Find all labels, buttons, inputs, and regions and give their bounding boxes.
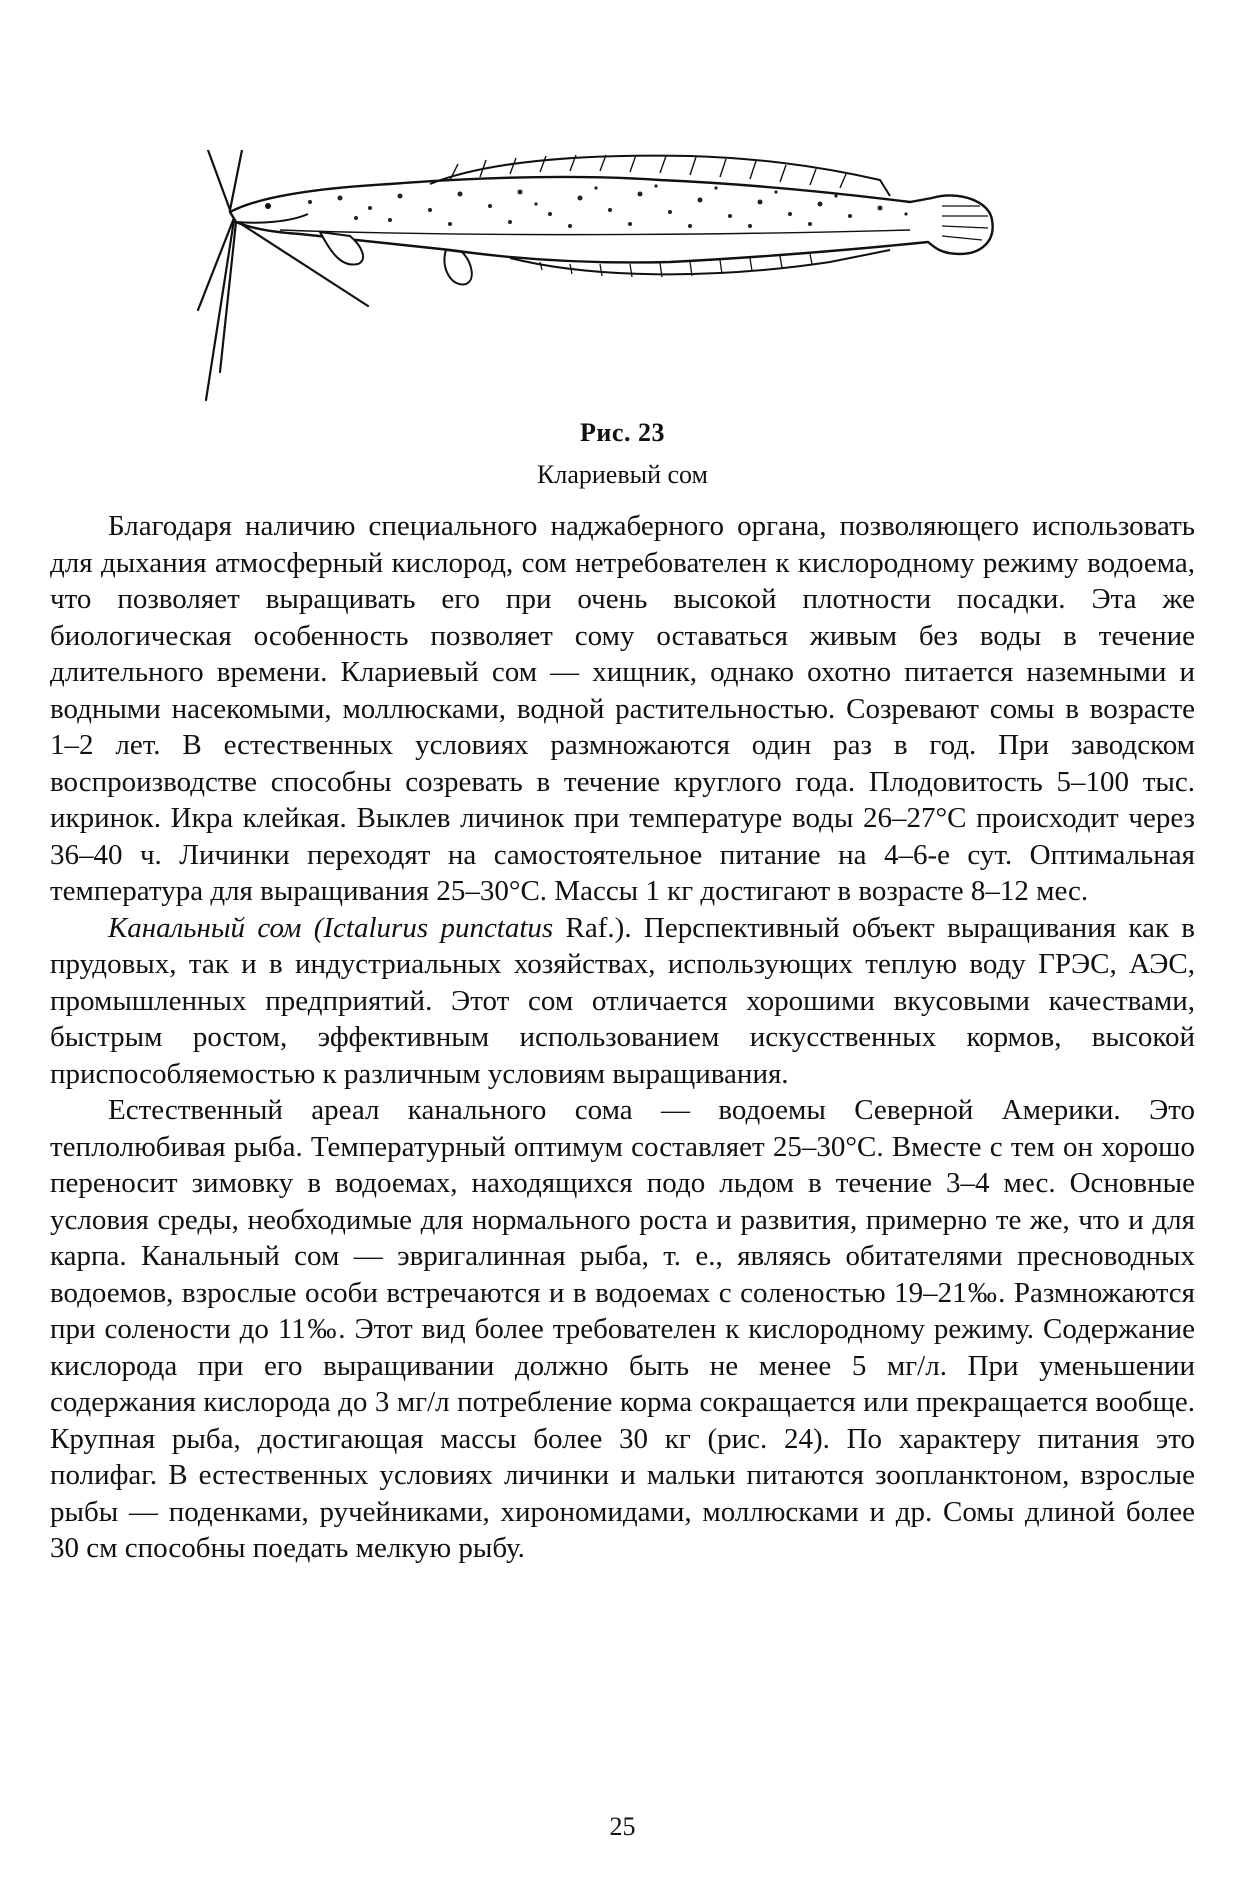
species-author: Raf.). — [553, 911, 632, 944]
figure-caption: Клариевый сом — [537, 460, 708, 489]
species-name-italic: Канальный сом (Ictalurus punctatus — [108, 911, 554, 944]
catfish-illustration — [190, 150, 1000, 415]
figure-number: Рис. 23 — [580, 418, 665, 447]
page-number: 25 — [609, 1812, 636, 1841]
paragraph-channel-catfish — [50, 910, 1195, 1093]
catfish-drawing-icon — [190, 150, 1000, 415]
paragraph-clarias: Благодаря наличию специального наджаберного органа, позволяющего использовать для дыхания атмосферный кислород, сом нетребователен к кислородному режиму водоема, что позволяет выращивать его при очень высокой плотности посадки. Эта же биологическая особенность позволяет сому оставаться живым без воды в течение длительного времени. Клариевый сом — хищник, однако охотно питается наземными и водными насекомыми, моллюсками, водной растительностью. Созревают сомы в возрасте 1–2 лет. В естественных условиях размножаются один раз в год. При заводском воспроизводстве способны созревать в течение круглого года. Плодовитость 5–100 тыс. икринок. Икра клейкая. Выклев личинок при температуре воды 26–27°С происходит через 36–40 ч. Личинки переходят на самостоятельное питание на 4–6-е сут. Оптимальная температура для выращивания 25–30°С. Массы 1 кг достигают в возрасте 8–12 мес. — [50, 510, 1195, 907]
body-text — [50, 508, 1195, 1567]
paragraph-channel-catfish-text: Перспективный объект выращивания как в прудовых, так и в индустриальных хозяйствах, использующих теплую воду ГРЭС, АЭС, промышленных предприятий. Этот сом отличается хорошими вкусовыми качествами, быстрым ростом, эффективным использованием искусственных кормов, высокой приспособляемостью к различным условиям выращивания. — [50, 911, 1195, 1090]
paragraph-range: Естественный ареал канального сома — водоемы Северной Америки. Это теплолюбивая рыба. Температурный оптимум составляет 25–30°С. Вместе с тем он хорошо переносит зимовку в водоемах, находящихся подо льдом в течение 3–4 мес. Основные условия среды, необходимые для нормального роста и развития, примерно те же, что и для карпа. Канальный сом — эвригалинная рыба, т. е., являясь обитателями пресноводных водоемов, взрослые особи встречаются и в водоемах с соленостью 19–21‰. Размножаются при солености до 11‰. Этот вид более требователен к кислородному режиму. Содержание кислорода при его выращивании должно быть не менее 5 мг/л. При уменьшении содержания кислорода до 3 мг/л потребление корма сокращается или прекращается вообще. Крупная рыба, достигающая массы более 30 кг (рис. 24). По характеру питания это полифаг. В естественных условиях личинки и мальки питаются зоопланктоном, взрослые рыбы — поденками, ручейниками, хирономидами, моллюсками и др. Сомы длиной более 30 см способны поедать мелкую рыбу. — [50, 1094, 1195, 1564]
